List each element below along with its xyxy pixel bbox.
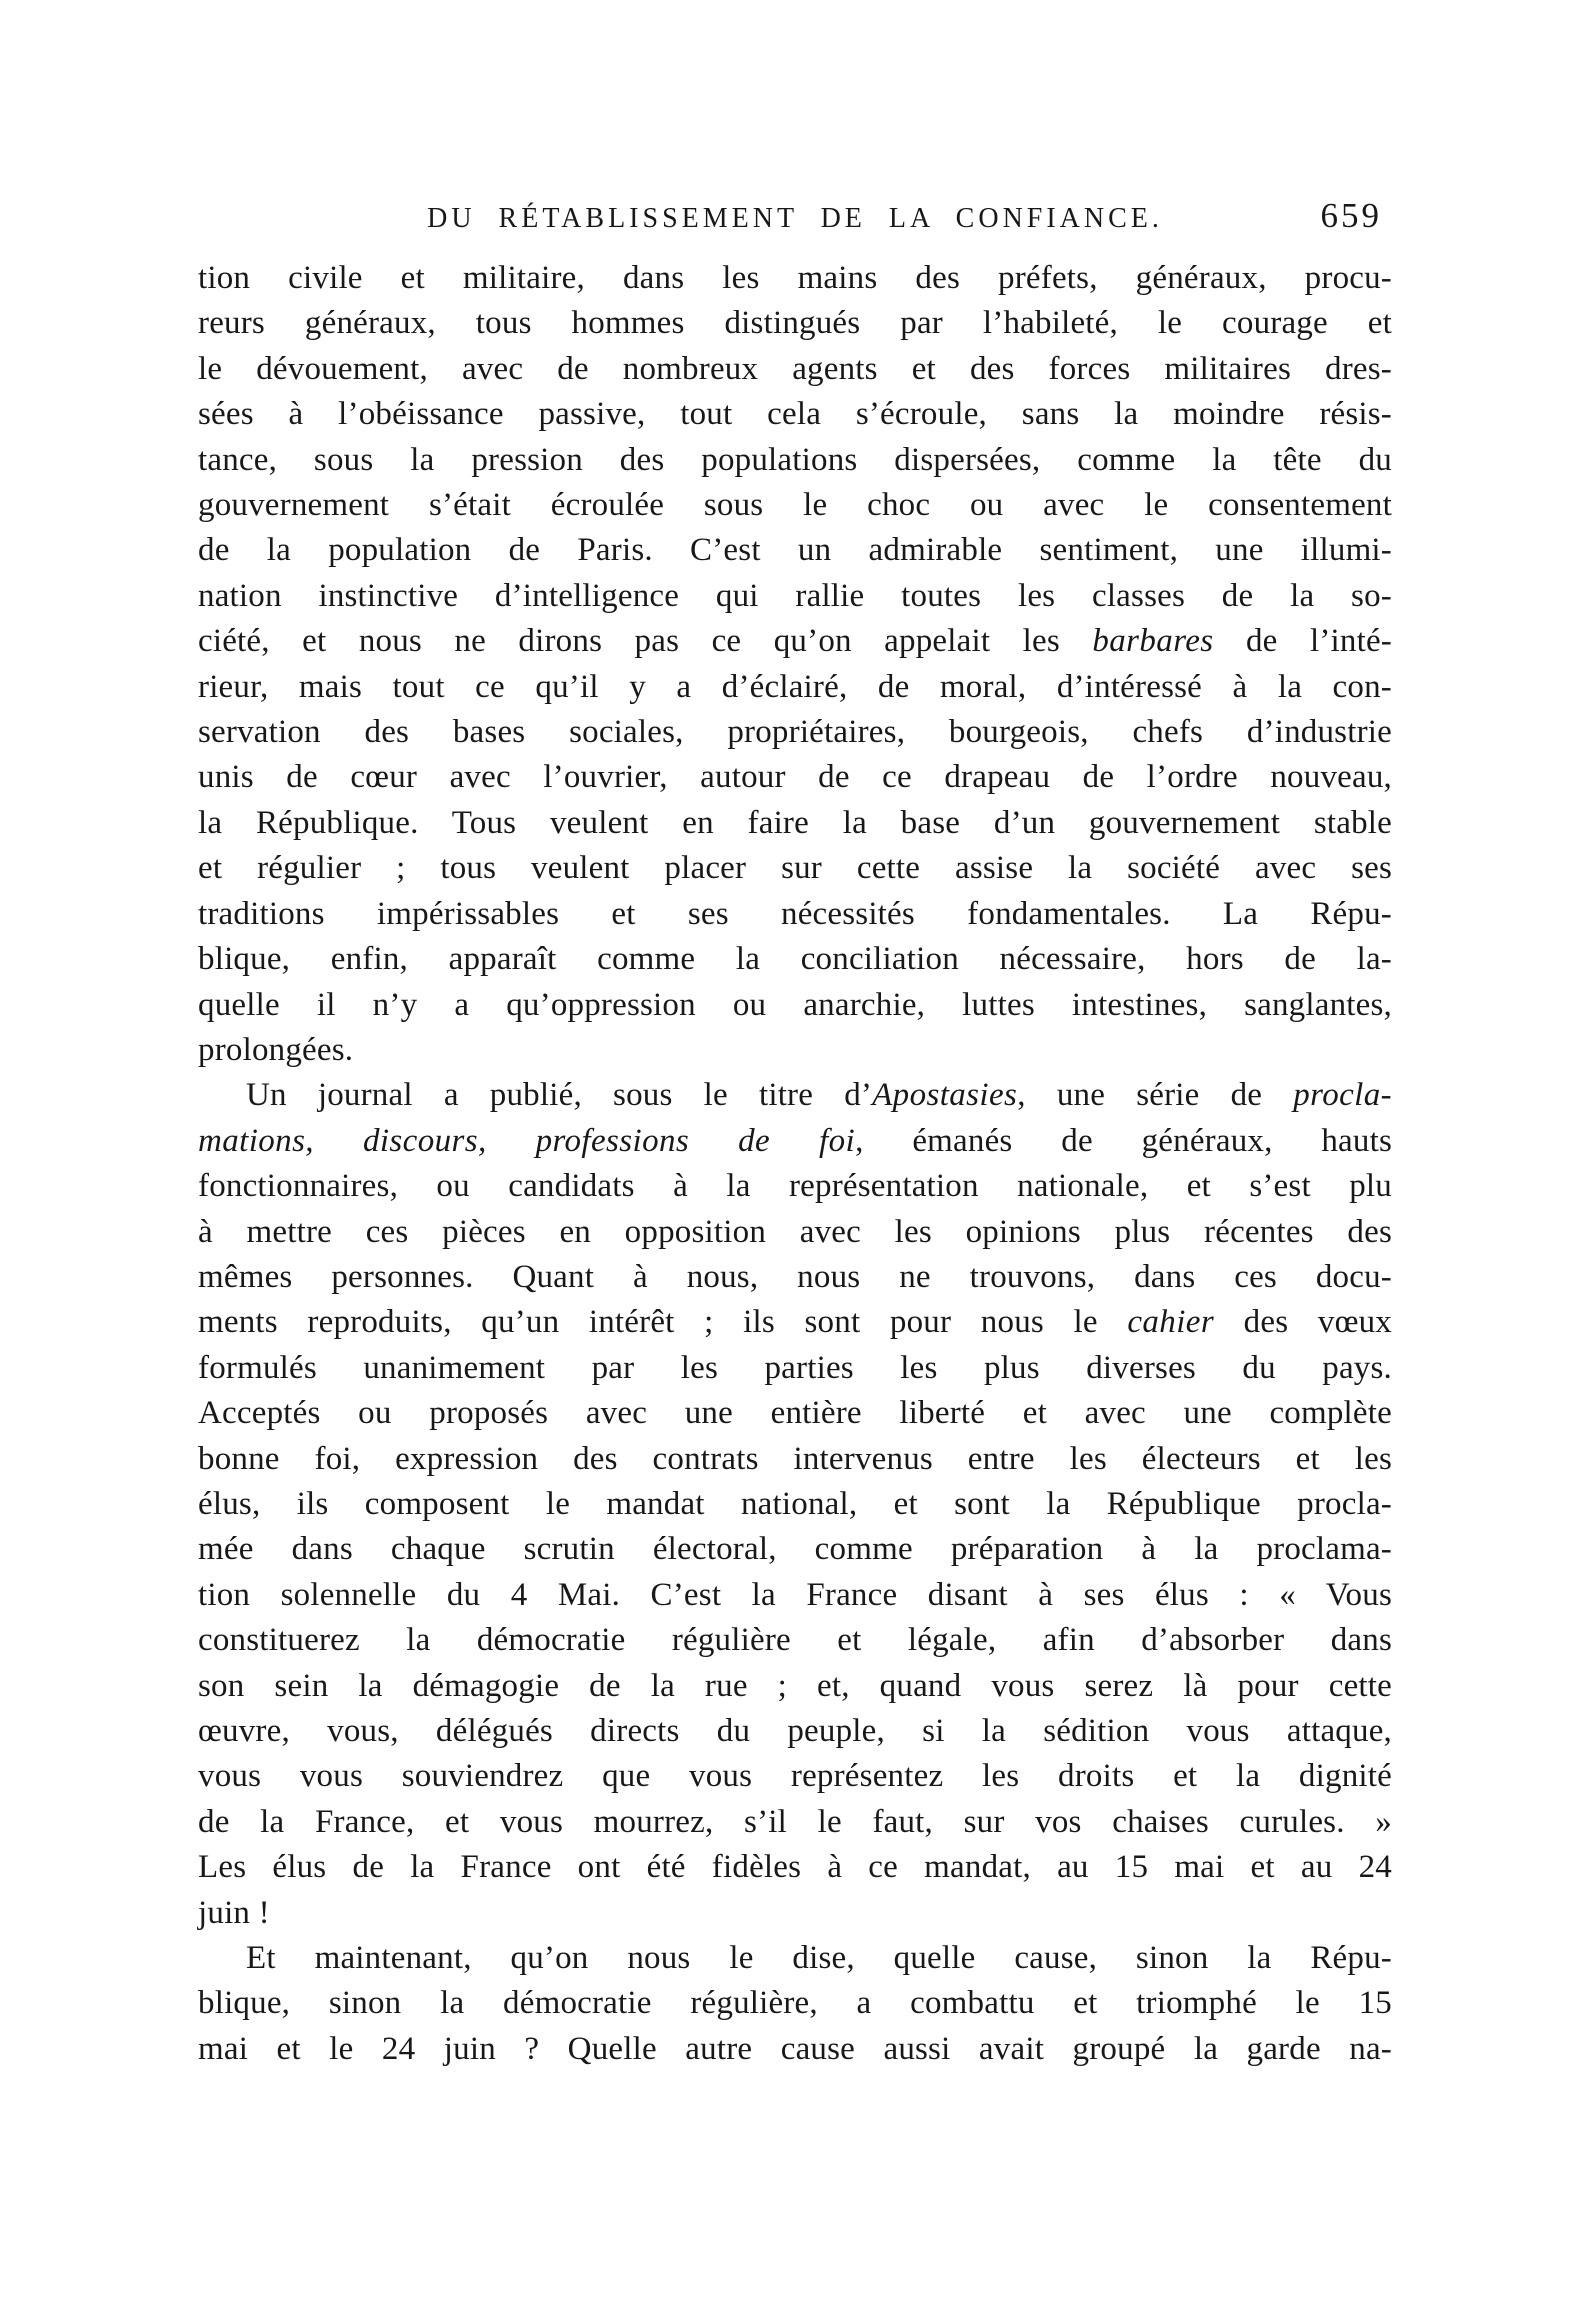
text-segment: quelle il n’y a qu’oppression ou anarchie, luttes intestines, sanglantes, xyxy=(198,986,1392,1023)
text-segment: blique, enfin, apparaît comme la conciliation nécessaire, hors de la- xyxy=(198,941,1392,978)
text-segment: de l’inté- xyxy=(1213,623,1392,660)
text-segment: son sein la démagogie de la rue ; et, quand vous serez là pour cette xyxy=(198,1667,1392,1704)
text-segment: le dévouement, avec de nombreux agents et des forces militaires dres- xyxy=(198,350,1392,387)
text-line xyxy=(198,1210,1392,1255)
text-line xyxy=(198,710,1392,755)
running-header xyxy=(198,197,1392,241)
text-segment: juin ! xyxy=(198,1894,270,1931)
text-line xyxy=(198,1119,1392,1164)
page-number: 659 xyxy=(1320,196,1382,235)
text-segment: nation instinctive d’intelligence qui rallie toutes les classes de la so- xyxy=(198,577,1392,614)
text-line xyxy=(198,1346,1392,1391)
text-line xyxy=(198,1164,1392,1209)
text-line xyxy=(198,1482,1392,1527)
text-segment: formulés unanimement par les parties les plus diverses du pays. xyxy=(198,1349,1392,1386)
text-line xyxy=(198,1709,1392,1754)
text-segment: unis de cœur avec l’ouvrier, autour de ce drapeau de l’ordre nouveau, xyxy=(198,759,1392,796)
text-line xyxy=(198,892,1392,937)
text-segment: ments reproduits, qu’un intérêt ; ils sont pour nous le xyxy=(198,1304,1128,1341)
text-line xyxy=(198,1073,1392,1118)
text-line xyxy=(198,1527,1392,1572)
body-text xyxy=(198,256,1392,2072)
text-line xyxy=(198,1891,1392,1936)
text-segment: , une série de xyxy=(1017,1077,1294,1114)
text-segment: servation des bases sociales, propriétaires, bourgeois, chefs d’industrie xyxy=(198,714,1392,751)
text-line xyxy=(198,256,1392,301)
text-line xyxy=(198,483,1392,528)
text-segment: à mettre ces pièces en opposition avec les opinions plus récentes des xyxy=(198,1213,1392,1250)
text-segment: reurs généraux, tous hommes distingués par l’habileté, le courage et xyxy=(198,305,1392,342)
text-line xyxy=(198,301,1392,346)
text-segment: mai et le 24 juin ? Quelle autre cause aussi avait groupé la garde na- xyxy=(198,2030,1392,2067)
running-title: DU RÉTABLISSEMENT DE LA CONFIANCE. xyxy=(427,203,1163,234)
text-line xyxy=(198,846,1392,891)
text-line xyxy=(198,1255,1392,1300)
text-line xyxy=(198,1981,1392,2026)
text-line xyxy=(198,1618,1392,1663)
text-segment: fonctionnaires, ou candidats à la représentation nationale, et s’est plu xyxy=(198,1168,1392,1205)
text-line xyxy=(198,983,1392,1028)
text-line xyxy=(198,1800,1392,1845)
text-line xyxy=(198,392,1392,437)
text-line xyxy=(198,1300,1392,1345)
text-line xyxy=(198,1391,1392,1436)
text-line xyxy=(198,1437,1392,1482)
text-line xyxy=(198,1936,1392,1981)
text-segment: Les élus de la France ont été fidèles à ce mandat, au 15 mai et au 24 xyxy=(198,1849,1392,1886)
text-segment: Acceptés ou proposés avec une entière liberté et avec une complète xyxy=(198,1395,1392,1432)
text-segment: et régulier ; tous veulent placer sur cette assise la société avec ses xyxy=(198,850,1392,887)
italic-text-segment: Apostasies xyxy=(872,1077,1018,1114)
text-segment: bonne foi, expression des contrats intervenus entre les électeurs et les xyxy=(198,1440,1392,1477)
text-line xyxy=(198,347,1392,392)
text-segment: mêmes personnes. Quant à nous, nous ne trouvons, dans ces docu- xyxy=(198,1258,1392,1295)
text-line xyxy=(198,2027,1392,2072)
text-line xyxy=(198,438,1392,483)
text-segment: gouvernement s’était écroulée sous le choc ou avec le consentement xyxy=(198,487,1392,524)
text-segment: Et maintenant, qu’on nous le dise, quelle cause, sinon la Répu- xyxy=(246,1940,1392,1977)
italic-text-segment: cahier xyxy=(1127,1304,1215,1341)
text-line xyxy=(198,528,1392,573)
text-line xyxy=(198,801,1392,846)
text-line xyxy=(198,1028,1392,1073)
text-line xyxy=(198,574,1392,619)
text-segment: sées à l’obéissance passive, tout cela s’écroule, sans la moindre résis- xyxy=(198,396,1392,433)
italic-text-segment: barbares xyxy=(1092,623,1214,660)
text-segment: tance, sous la pression des populations dispersées, comme la tête du xyxy=(198,441,1392,478)
text-segment: blique, sinon la démocratie régulière, a combattu et triomphé le 15 xyxy=(198,1985,1392,2022)
text-line xyxy=(198,1754,1392,1799)
text-line xyxy=(198,755,1392,800)
text-segment: vous vous souviendrez que vous représentez les droits et la dignité xyxy=(198,1758,1392,1795)
text-segment: œuvre, vous, délégués directs du peuple, si la sédition vous attaque, xyxy=(198,1713,1392,1749)
text-segment: Un journal a publié, sous le titre d’ xyxy=(246,1077,873,1114)
text-line xyxy=(198,665,1392,710)
text-segment: de la population de Paris. C’est un admirable sentiment, une illumi- xyxy=(198,532,1392,569)
text-segment: élus, ils composent le mandat national, et sont la République procla- xyxy=(198,1485,1392,1522)
italic-text-segment: procla- xyxy=(1293,1077,1393,1114)
text-line xyxy=(198,619,1392,664)
text-segment: rieur, mais tout ce qu’il y a d’éclairé, de moral, d’intéressé à la con- xyxy=(198,668,1392,705)
text-segment: de la France, et vous mourrez, s’il le faut, sur vos chaises curules. » xyxy=(198,1803,1392,1840)
text-segment: tion solennelle du 4 Mai. C’est la France disant à ses élus : « Vous xyxy=(198,1576,1392,1613)
text-segment: prolongées. xyxy=(198,1031,354,1068)
text-segment: , émanés de généraux, hauts xyxy=(855,1122,1393,1159)
text-segment: ciété, et nous ne dirons pas ce qu’on appelait les xyxy=(198,623,1093,660)
text-line xyxy=(198,937,1392,982)
italic-text-segment: mations, discours, professions de foi xyxy=(198,1122,856,1159)
text-segment: constituerez la démocratie régulière et légale, afin d’absorber dans xyxy=(198,1622,1392,1659)
text-segment: traditions impérissables et ses nécessités fondamentales. La Répu- xyxy=(198,895,1392,932)
text-line xyxy=(198,1573,1392,1618)
text-segment: la République. Tous veulent en faire la base d’un gouvernement stable xyxy=(198,804,1392,841)
text-line xyxy=(198,1845,1392,1890)
text-line xyxy=(198,1664,1392,1709)
text-segment: des vœux xyxy=(1214,1304,1392,1341)
text-segment: mée dans chaque scrutin électoral, comme préparation à la proclama- xyxy=(198,1531,1392,1568)
text-segment: tion civile et militaire, dans les mains des préfets, généraux, procu- xyxy=(198,260,1392,296)
